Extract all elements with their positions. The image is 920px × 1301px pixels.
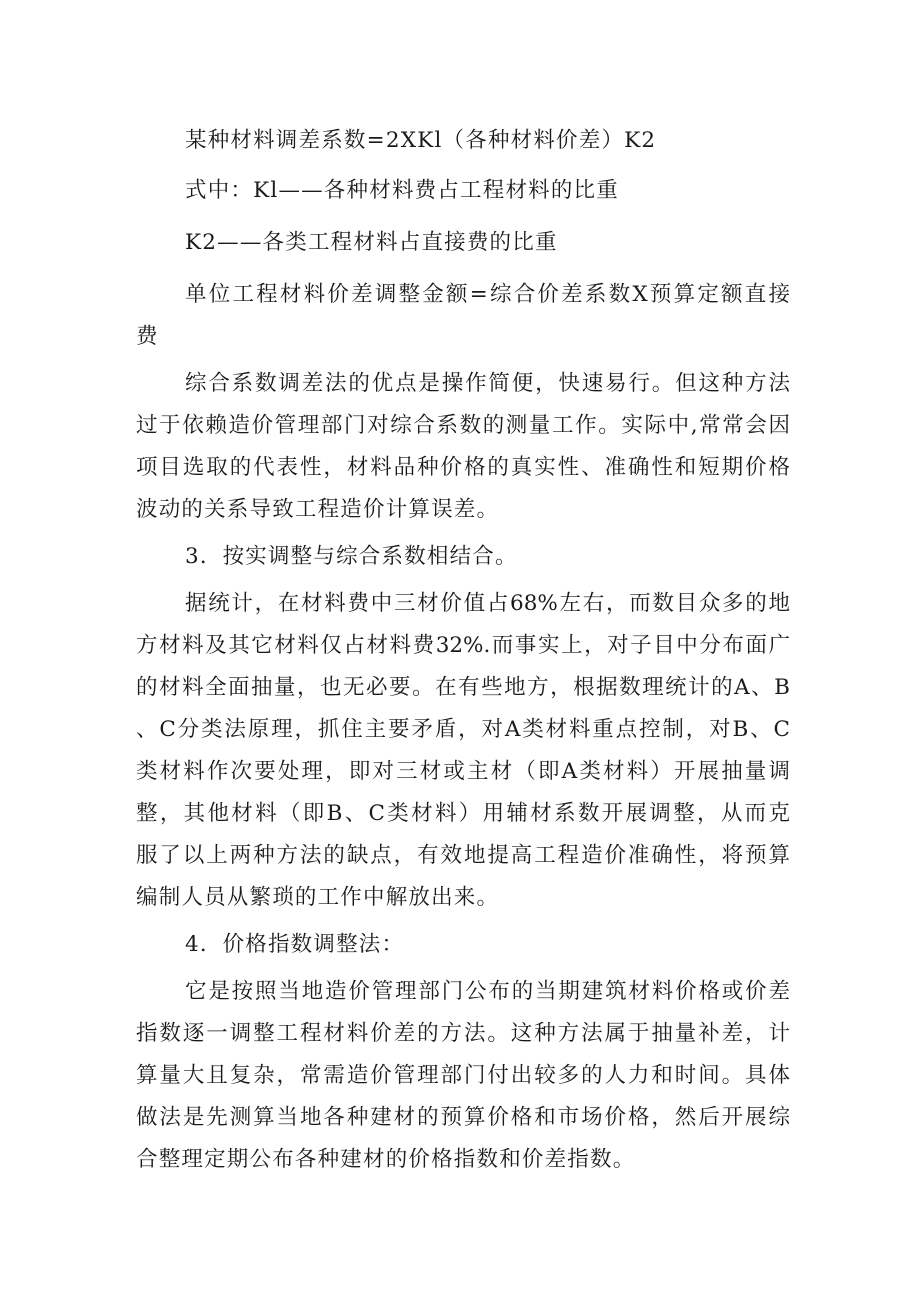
paragraph-line: 据统计，在材料费中三材价值占68%左右，而数目众多的地: [185, 591, 790, 616]
paragraph-line: 的材料全面抽量，也无必要。在有些地方，根据数理统计的A、B: [136, 675, 790, 700]
paragraph-line: 过于依赖造价管理部门对综合系数的测量工作。实际中,常常会因: [136, 413, 790, 438]
paragraph-line: 综合系数调差法的优点是操作简便，快速易行。但这种方法: [185, 371, 790, 396]
section-heading-3: 3．按实调整与综合系数相结合。: [185, 544, 518, 569]
paragraph-line: 合整理定期公布各种建材的价格指数和价差指数。: [136, 1147, 636, 1172]
paragraph-line: 做法是先测算当地各种建材的预算价格和市场价格，然后开展综: [136, 1105, 790, 1130]
formula-note-k2: K2——各类工程材料占直接费的比重: [185, 230, 558, 255]
paragraph-line: 编制人员从繁琐的工作中解放出来。: [136, 885, 500, 910]
paragraph-line: 指数逐一调整工程材料价差的方法。这种方法属于抽量补差，计: [136, 1021, 790, 1046]
paragraph-line: 服了以上两种方法的缺点，有效地提高工程造价准确性，将预算: [136, 843, 790, 868]
section-heading-4: 4．价格指数调整法：: [185, 932, 405, 957]
formula-amount-line: 单位工程材料价差调整金额=综合价差系数X预算定额直接: [185, 282, 790, 307]
paragraph-line: 波动的关系导致工程造价计算误差。: [136, 497, 500, 522]
formula-note-k1: 式中：Kl——各种材料费占工程材料的比重: [185, 178, 619, 203]
formula-amount-line-end: 费: [136, 324, 161, 349]
paragraph-line: 算量大且复杂，常需造价管理部门付出较多的人力和时间。具体: [136, 1063, 790, 1088]
paragraph-line: 项目选取的代表性，材料品种价格的真实性、准确性和短期价格: [136, 455, 790, 480]
formula-line: 某种材料调差系数=2XKl（各种材料价差）K2: [185, 128, 657, 153]
paragraph-line: 方材料及其它材料仅占材料费32%.而事实上，对子目中分布面广: [136, 633, 790, 658]
paragraph-line: 它是按照当地造价管理部门公布的当期建筑材料价格或价差: [185, 979, 790, 1004]
paragraph-line: 整，其他材料（即B、C类材料）用辅材系数开展调整，从而克: [136, 801, 790, 826]
paragraph-line: 、C分类法原理，抓住主要矛盾，对A类材料重点控制，对B、C: [136, 717, 790, 742]
paragraph-line: 类材料作次要处理，即对三材或主材（即A类材料）开展抽量调: [136, 759, 790, 784]
